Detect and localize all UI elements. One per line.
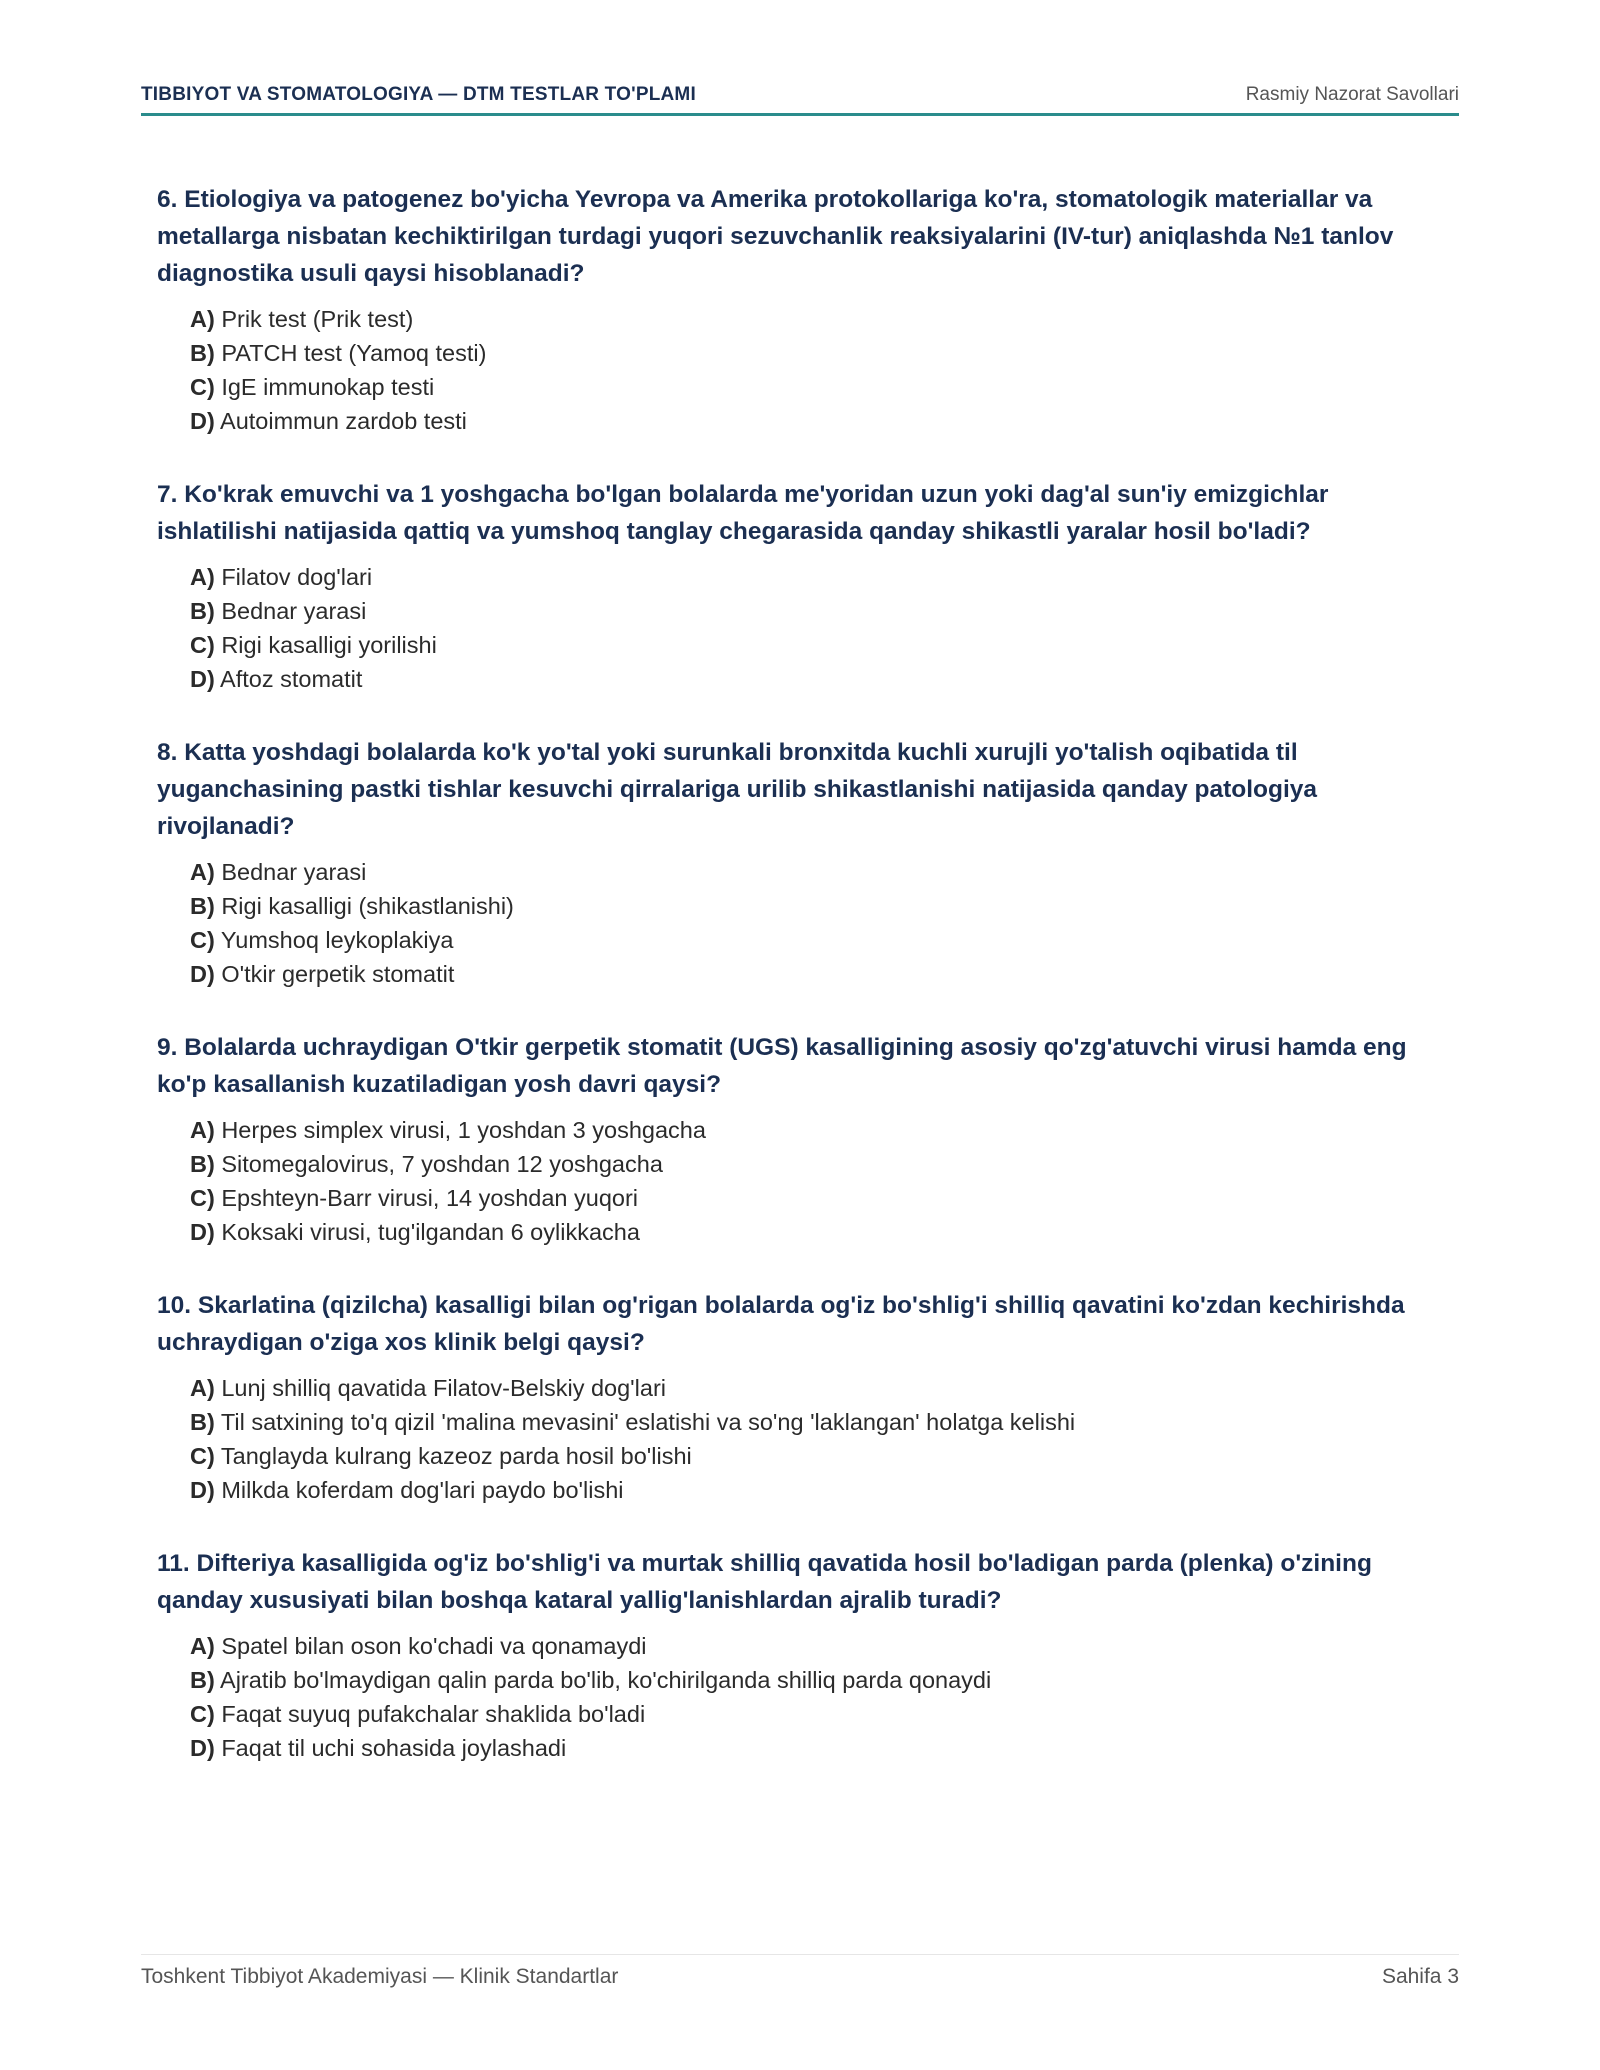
option-letter: A) [190,306,215,332]
option-text: Prik test (Prik test) [221,306,414,332]
answer-option [190,1663,1447,1697]
option-text: Milkda koferdam dog'lari paydo bo'lishi [221,1477,624,1503]
answer-option [190,1215,1447,1249]
option-letter: A) [190,1375,215,1401]
option-letter: C) [190,1185,215,1211]
answer-options [157,1629,1447,1765]
option-text: Aftoz stomatit [220,666,363,692]
header-subtitle: Rasmiy Nazorat Savollari [1245,84,1459,105]
answer-option [190,1371,1447,1405]
answer-option [190,336,1447,370]
option-letter: A) [190,1633,215,1659]
option-text: Til satxining to'q qizil 'malina mevasini' eslatishi va so'ng 'laklangan' holatga kelishi [220,1409,1076,1435]
option-letter: B) [190,893,215,919]
option-letter: C) [190,1701,215,1727]
answer-option [190,1473,1447,1507]
answer-option [190,855,1447,889]
option-letter: D) [190,666,215,692]
answer-option [190,404,1447,438]
option-text: Bednar yarasi [221,598,367,624]
option-letter: B) [190,1151,215,1177]
answer-option [190,302,1447,336]
answer-options [157,1113,1447,1249]
answer-option [190,1439,1447,1473]
question-text: 8. Katta yoshdagi bolalarda ko'k yo'tal yoki surunkali bronxitda kuchli xurujli yo'talish oqibatida til yuganchasining pastki tishlar kesuvchi qirralariga urilib shikastlanishi natijasida qanday patologiya rivojlanadi? [157,739,1318,840]
header-title: TIBBIYOT VA STOMATOLOGIYA — DTM TESTLAR TO'PLAMI [141,84,696,105]
option-text: Faqat suyuq pufakchalar shaklida bo'ladi [221,1701,646,1727]
answer-option [190,1181,1447,1215]
option-text: Herpes simplex virusi, 1 yoshdan 3 yoshgacha [221,1117,706,1143]
option-letter: A) [190,564,215,590]
answer-option [190,1697,1447,1731]
option-letter: A) [190,1117,215,1143]
question-list [157,181,1447,1803]
question-9 [157,1029,1447,1249]
option-text: PATCH test (Yamoq testi) [221,340,487,366]
question-text: 6. Etiologiya va patogenez bo'yicha Yevropa va Amerika protokollariga ko'ra, stomatologik materiallar va metallarga nisbatan kechiktirilgan turdagi yuqori sezuvchanlik reaksiyalarini (IV-tur) aniqlashda №1 tanlov diagnostika usuli qaysi hisoblanadi? [157,186,1394,287]
answer-option [190,370,1447,404]
option-letter: D) [190,408,215,434]
option-text: Koksaki virusi, tug'ilgandan 6 oylikkacha [221,1219,640,1245]
page-number: Sahifa 3 [1381,1965,1459,1988]
option-text: Ajratib bo'lmaydigan qalin parda bo'lib, ko'chirilganda shilliq parda qonaydi [220,1667,992,1693]
option-text: IgE immunokap testi [221,374,435,400]
option-text: Filatov dog'lari [221,564,373,590]
answer-options [157,560,1447,696]
option-text: Bednar yarasi [221,859,367,885]
option-text: Yumshoq leykoplakiya [220,927,454,953]
answer-option [190,1731,1447,1765]
answer-options [157,855,1447,991]
question-10 [157,1287,1447,1507]
option-letter: D) [190,1219,215,1245]
answer-option [190,1147,1447,1181]
option-text: Rigi kasalligi yorilishi [221,632,437,658]
answer-option [190,1629,1447,1663]
option-text: Sitomegalovirus, 7 yoshdan 12 yoshgacha [221,1151,663,1177]
option-text: Rigi kasalligi (shikastlanishi) [221,893,514,919]
option-letter: B) [190,340,215,366]
answer-option [190,628,1447,662]
question-text: 10. Skarlatina (qizilcha) kasalligi bilan og'rigan bolalarda og'iz bo'shlig'i shilliq qavatini ko'zdan kechirishda uchraydigan o'ziga xos klinik belgi qaysi? [157,1292,1405,1356]
option-letter: D) [190,961,215,987]
answer-options [157,1371,1447,1507]
option-letter: A) [190,859,215,885]
question-11 [157,1545,1447,1765]
option-letter: B) [190,598,215,624]
option-text: Epshteyn-Barr virusi, 14 yoshdan yuqori [221,1185,639,1211]
question-8 [157,734,1447,991]
answer-option [190,1405,1447,1439]
option-text: Autoimmun zardob testi [220,408,467,434]
question-text: 7. Ko'krak emuvchi va 1 yoshgacha bo'lgan bolalarda me'yoridan uzun yoki dag'al sun'iy emizgichlar ishlatilishi natijasida qattiq va yumshoq tanglay chegarasida qanday shikastli yaralar hosil bo'ladi? [157,481,1329,545]
option-letter: B) [190,1667,215,1693]
option-text: Faqat til uchi sohasida joylashadi [221,1735,567,1761]
footer-institution: Toshkent Tibbiyot Akademiyasi — Klinik Standartlar [141,1965,619,1988]
question-7 [157,476,1447,696]
answer-option [190,889,1447,923]
question-text: 11. Difteriya kasalligida og'iz bo'shlig'i va murtak shilliq qavatida hosil bo'ladigan parda (plenka) o'zining qanday xususiyati bilan boshqa kataral yallig'lanishlardan ajralib turadi? [157,1550,1372,1614]
question-text: 9. Bolalarda uchraydigan O'tkir gerpetik stomatit (UGS) kasalligining asosiy qo'zg'atuvchi virusi hamda eng ko'p kasallanish kuzatiladigan yosh davri qaysi? [157,1034,1407,1098]
question-6 [157,181,1447,438]
option-text: Tanglayda kulrang kazeoz parda hosil bo'lishi [220,1443,692,1469]
answer-option [190,1113,1447,1147]
answer-option [190,594,1447,628]
option-text: O'tkir gerpetik stomatit [221,961,455,987]
option-letter: D) [190,1477,215,1503]
option-letter: C) [190,1443,215,1469]
option-text: Lunj shilliq qavatida Filatov-Belskiy dog'lari [221,1375,667,1401]
answer-option [190,957,1447,991]
option-letter: C) [190,927,215,953]
page-header [141,84,1459,116]
option-letter: C) [190,632,215,658]
footer-divider [141,1954,1459,1955]
option-text: Spatel bilan oson ko'chadi va qonamaydi [221,1633,647,1659]
option-letter: B) [190,1409,215,1435]
answer-option [190,923,1447,957]
option-letter: D) [190,1735,215,1761]
answer-option [190,560,1447,594]
option-letter: C) [190,374,215,400]
answer-option [190,662,1447,696]
answer-options [157,302,1447,438]
